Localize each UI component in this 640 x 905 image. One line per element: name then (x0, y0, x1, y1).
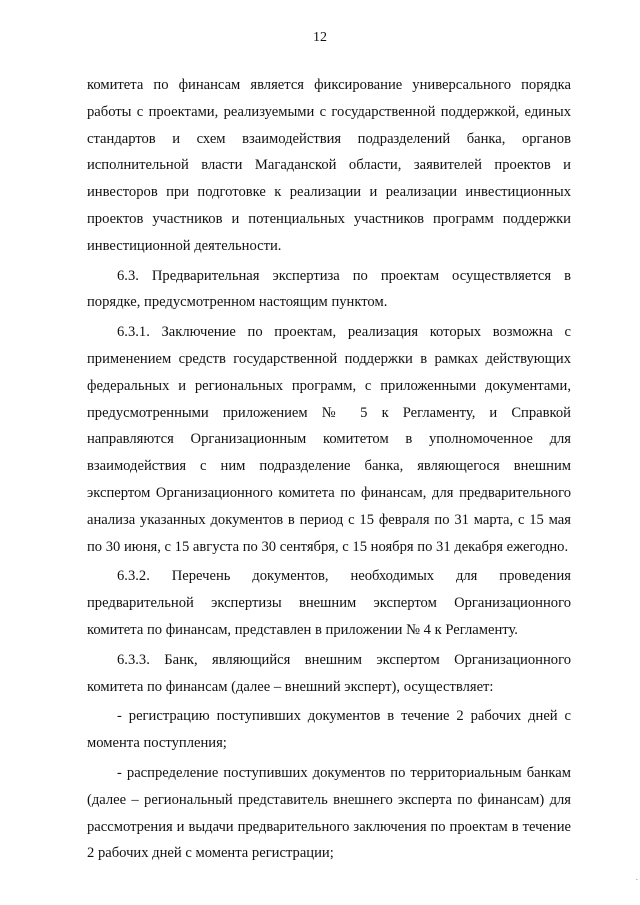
margin-mark: . (635, 872, 638, 882)
paragraph-continuation: комитета по финансам является фиксирование универсального порядка работы с проектами, реализуемыми с государственной поддержкой, единых стандартов и схем взаимодействия подразделений банка, органов исполнительной власти Магаданской области, заявителей проектов и инвесторов при подготовке к реализации и реализации инвестиционных проектов участников и потенциальных участников программ поддержки инвестиционной деятельности. (87, 77, 571, 254)
paragraph-6-3: 6.3. Предварительная экспертиза по проектам осуществляется в порядке, предусмотренном настоящим пунктом. (87, 267, 571, 311)
paragraph-6-3-3: 6.3.3. Банк, являющийся внешним экспертом Организационного комитета по финансам (далее – внешний эксперт), осуществляет: (87, 651, 571, 695)
document-body (87, 72, 571, 867)
paragraph-6-3-2: 6.3.2. Перечень документов, необходимых для проведения предварительной экспертизы внешним экспертом Организационного комитета по финансам, представлен в приложении № 4 к Регламенту. (87, 568, 571, 638)
list-item-distribution: - распределение поступивших документов по территориальным банкам (далее – региональный представитель внешнего эксперта по финансам) для рассмотрения и выдачи предварительного заключения по проектам в течение 2 рабочих дней с момента регистрации; (87, 764, 571, 862)
page-number: 12 (313, 30, 327, 45)
paragraph-6-3-1: 6.3.1. Заключение по проектам, реализация которых возможна с применением средств государственной поддержки в рамках действующих федеральных и региональных программ, с приложенными документами, предусмотренными приложением № 5 к Регламенту, и Справкой направляются Организационным комитетом в уполномоченное для взаимодействия с ним подразделение банка, являющегося внешним экспертом Организационного комитета по финансам, для предварительного анализа указанных документов в период с 15 февраля по 31 марта, с 15 мая по 30 июня, с 15 августа по 30 сентября, с 15 ноября по 31 декабря ежегодно. (87, 324, 571, 555)
list-item-registration: - регистрацию поступивших документов в течение 2 рабочих дней с момента поступления; (87, 708, 571, 752)
